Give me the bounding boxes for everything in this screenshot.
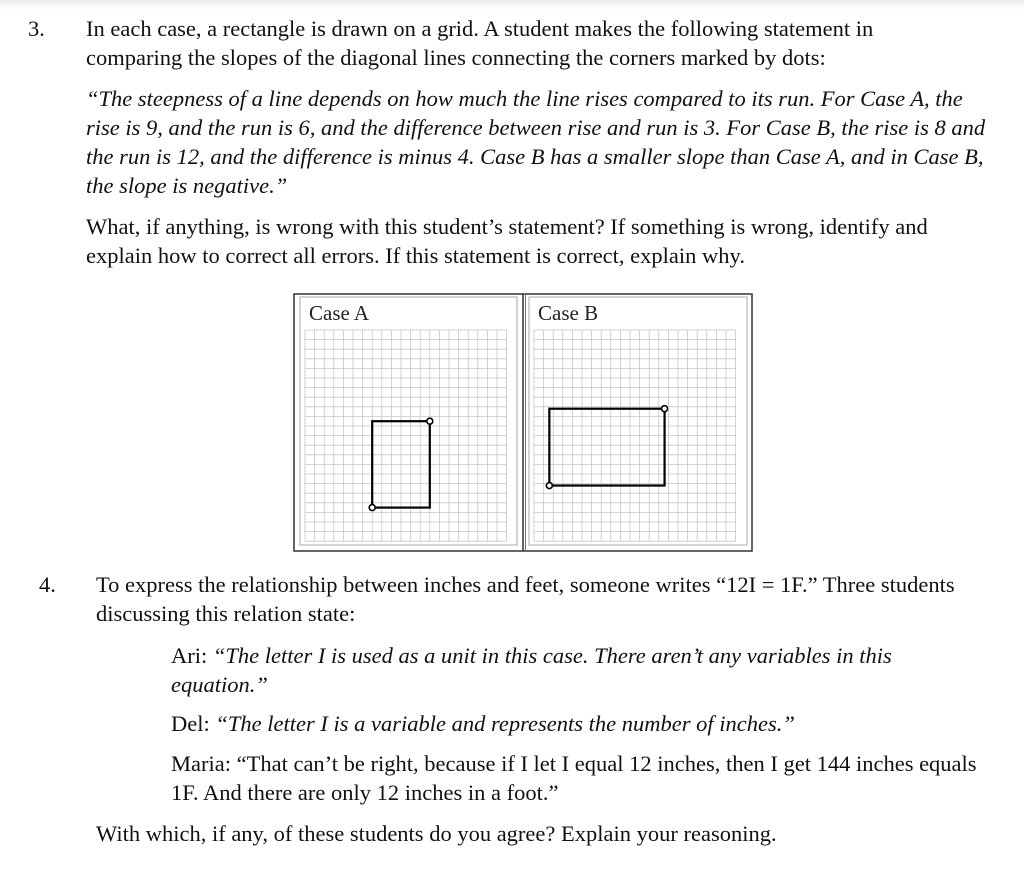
ari-name: Ari: [171,643,208,668]
question-3-student-quote: “The steepness of a line depends on how much the line rises compared to its run. For Case A, the rise is 9, and the run is 6, and the difference between rise and run is 3. For Case B, the rise is 8 and the run is 12, and the difference is minus 4. Case B has a smaller slope than Case A, and in Case B, the slope is negative.” [86,86,986,198]
case-b-label: Case B [538,301,599,325]
case-a-label: Case A [309,301,370,325]
ari-quote: “The letter I is used as a unit in this case. There aren’t any variables in this equation.” [171,643,892,697]
question-3-number: 3. [28,16,45,41]
slope-figure [293,293,753,552]
maria-statement [171,749,1001,807]
question-4-intro: To express the relationship between inches and feet, someone writes “12I = 1F.” Three students discussing this relation state: [96,572,955,626]
del-name: Del: [171,711,210,736]
del-statement [171,709,991,738]
top-shadow-bar [0,0,1024,10]
maria-quote: “That can’t be right, because if I let I equal 12 inches, then I get 144 inches equals 1F. And there are only 12 inches in a foot.” [171,751,977,805]
ari-statement [171,641,991,699]
case-a-corner-dot-top-right [427,418,433,424]
case-b-corner-dot-top-right [662,406,668,412]
case-b-corner-dot-bottom-left [546,483,552,489]
question-3-prompt: What, if anything, is wrong with this student’s statement? If something is wrong, identify and explain how to correct all errors. If this statement is correct, explain why. [86,214,928,268]
slope-figure-svg [293,293,753,552]
case-a-corner-dot-bottom-left [369,505,375,511]
question-3-intro: In each case, a rectangle is drawn on a grid. A student makes the following statement in comparing the slopes of the diagonal lines connecting the corners marked by dots: [86,16,874,70]
question-4-number: 4. [39,572,56,597]
del-quote: “The letter I is a variable and represents the number of inches.” [215,711,795,736]
question-4-closing: With which, if any, of these students do you agree? Explain your reasoning. [96,821,777,846]
maria-name: Maria: [171,751,231,776]
